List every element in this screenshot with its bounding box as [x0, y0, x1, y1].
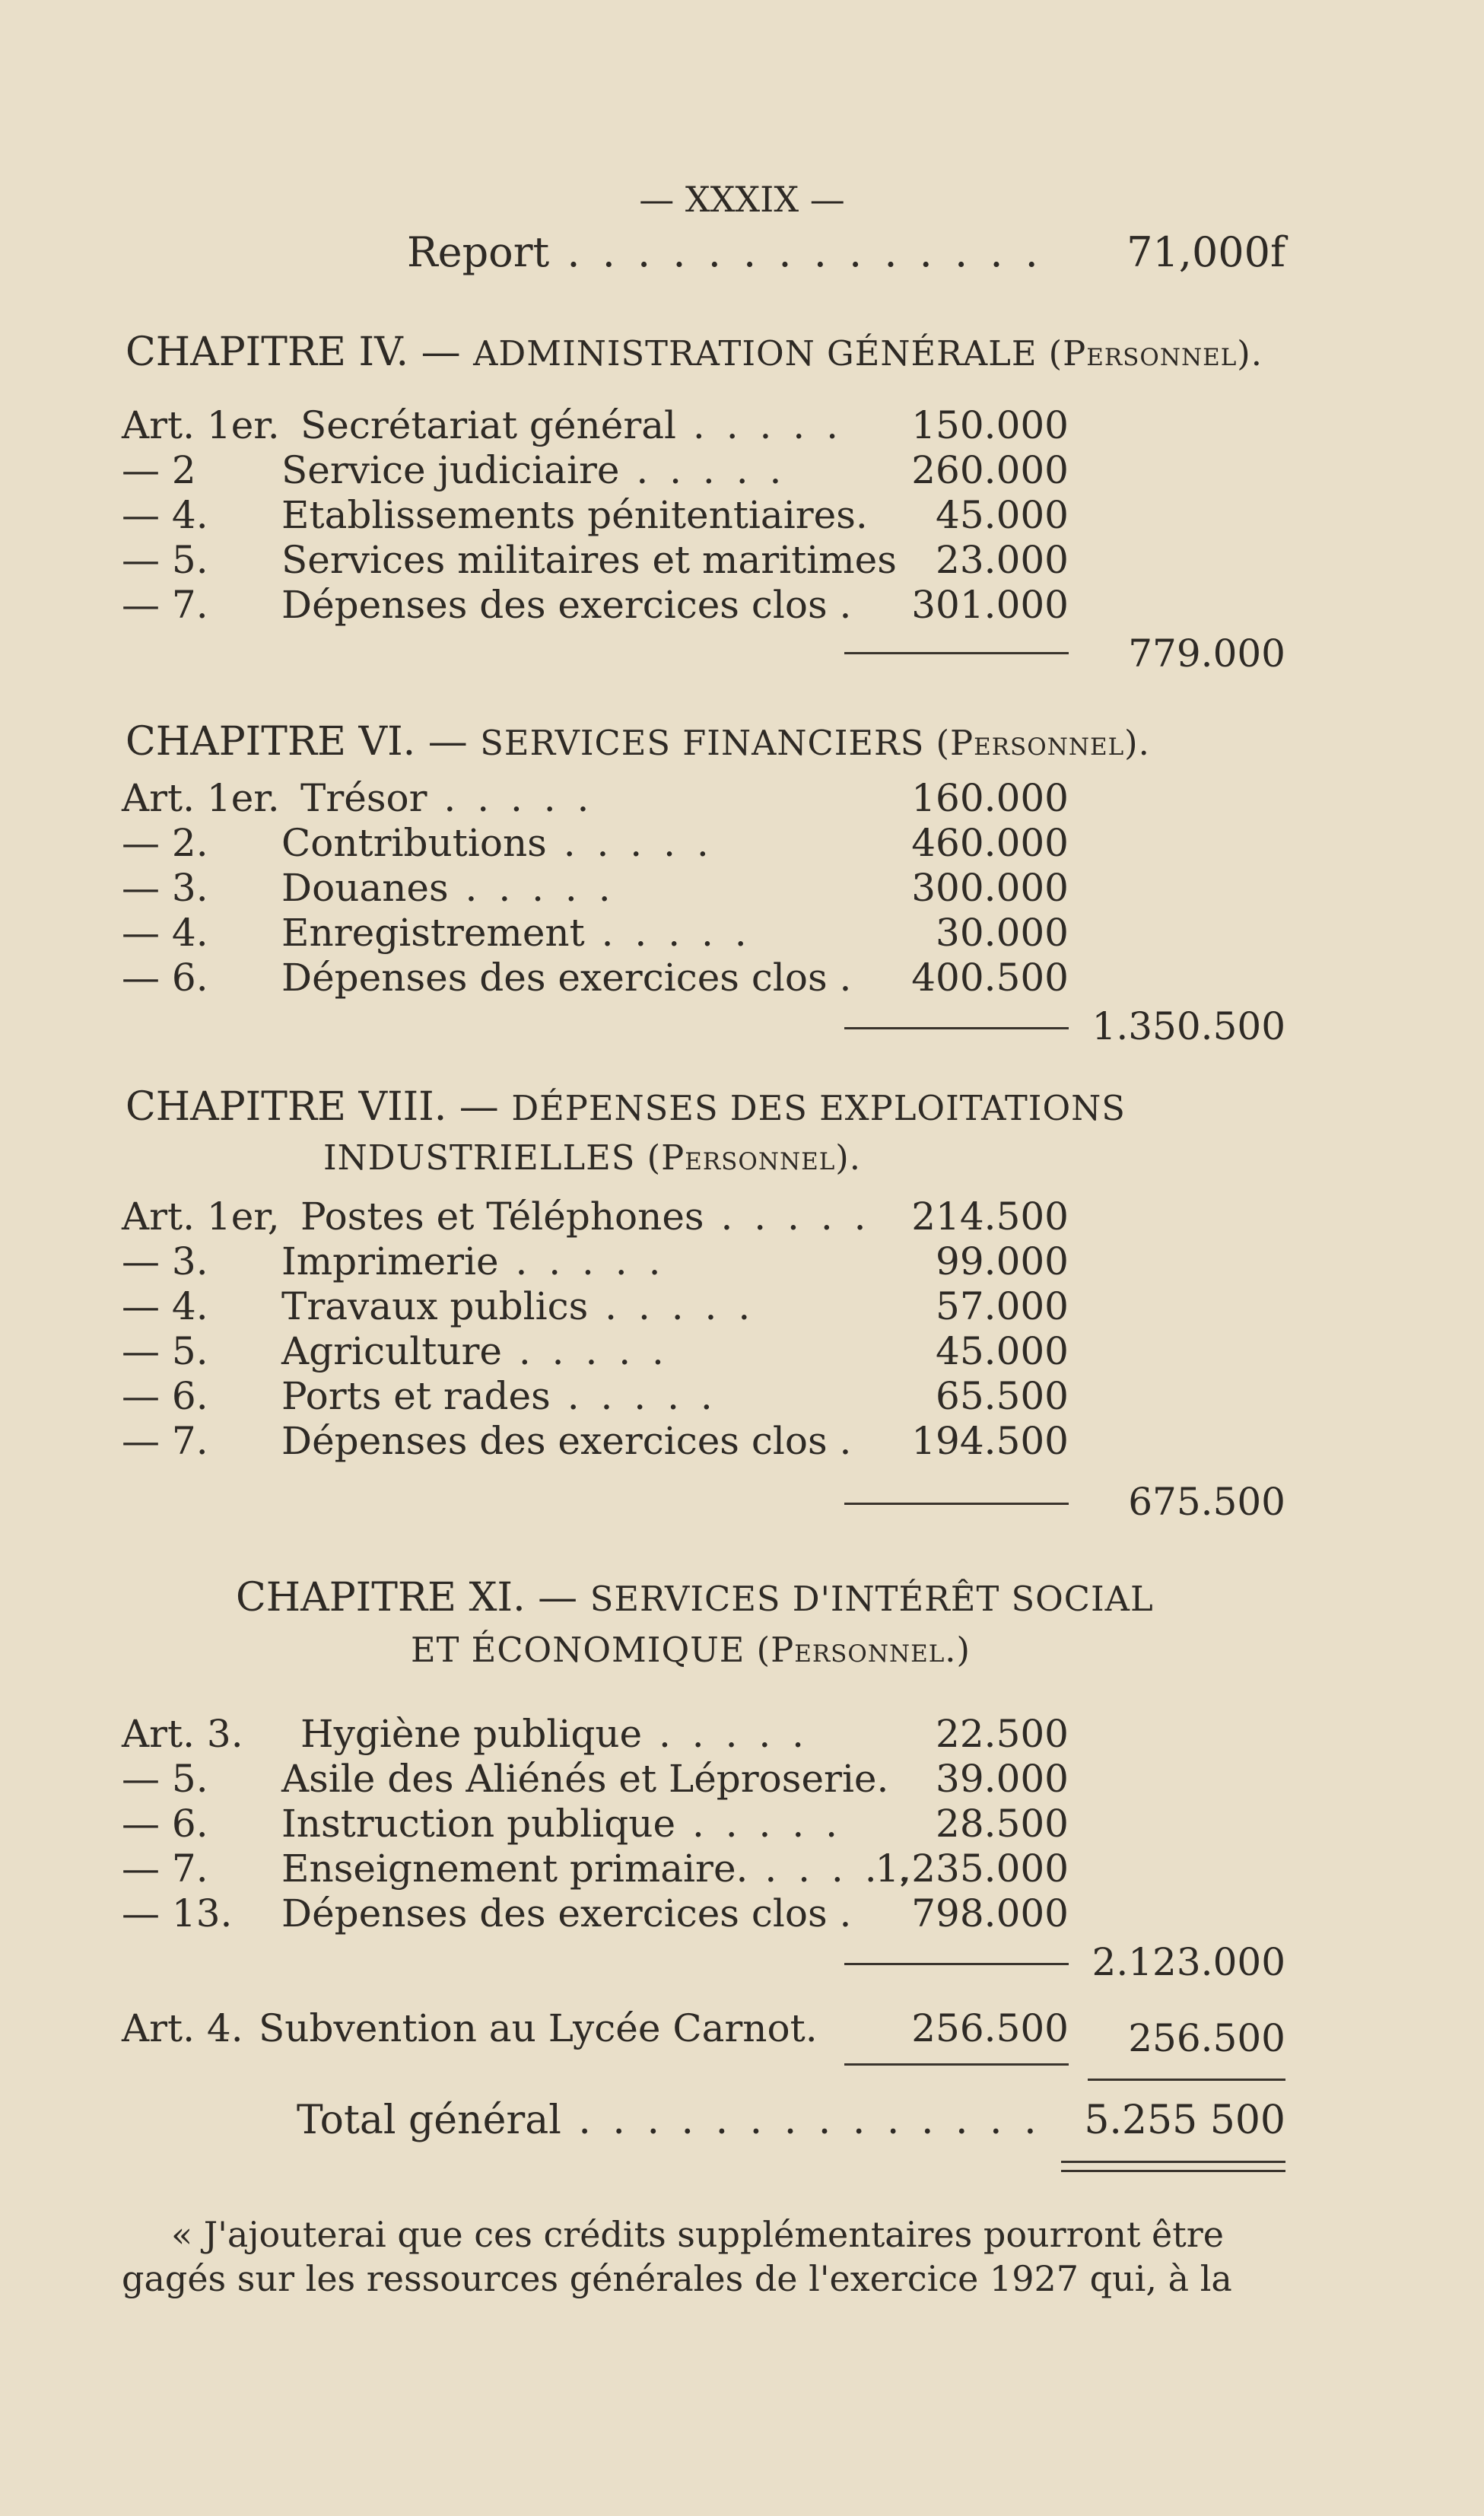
row-label	[281, 1419, 851, 1463]
chapter-6-title: CHAPITRE VI.	[126, 719, 416, 765]
leader-dots: . . . . .	[642, 1712, 809, 1756]
row-label-text: Hygiène publique	[300, 1712, 643, 1756]
leader-dots: . . . . .	[584, 911, 752, 955]
subvention-total: 256.500	[1128, 2016, 1285, 2060]
page-number: — XXXIX —	[639, 179, 845, 220]
row-value: 160.000	[911, 776, 1069, 820]
leader-dots: . . . . .	[550, 1374, 717, 1418]
subvention-rule-left	[844, 2063, 1069, 2066]
chapter-11-total: 2.123.000	[1092, 1940, 1285, 1984]
leader-dots: . . . . . . . . . . . . . .	[549, 228, 1043, 276]
row-article: — 6.	[122, 1374, 208, 1418]
row-label	[281, 448, 786, 492]
chapter-11-dash: —	[538, 1575, 578, 1621]
row-label	[281, 956, 851, 1000]
grand-total-value: 5.255 500	[1084, 2098, 1285, 2143]
row-article: — 2.	[122, 821, 208, 865]
row-value: 400.500	[911, 956, 1069, 1000]
row-value: 23.000	[936, 538, 1069, 582]
footer-line-1: « J'ajouterai que ces crédits supplémentaires pourront être	[171, 2214, 1224, 2255]
row-value: 65.500	[936, 1374, 1069, 1418]
row-label-text: Ports et rades	[281, 1374, 551, 1418]
leader-dots: . . . . .	[502, 1329, 669, 1373]
row-label-text: Postes et Téléphones	[300, 1194, 704, 1239]
grand-total-label	[297, 2098, 1041, 2143]
chapter-6-subtitle: SERVICES FINANCIERS (Personnel).	[480, 723, 1150, 763]
row-label-text: Douanes	[281, 866, 449, 910]
row-article: — 7.	[122, 583, 208, 627]
row-article: — 5.	[122, 1757, 208, 1801]
chapter-4-heading	[126, 329, 1263, 375]
row-label-text: Agriculture	[281, 1329, 502, 1373]
row-label-text: Dépenses des exercices clos .	[281, 956, 852, 1000]
row-article: Art. 1er.	[122, 403, 280, 447]
row-article: — 5.	[122, 538, 208, 582]
leader-dots: . . . . .	[588, 1284, 755, 1328]
chapter-8-subtitle2-text: INDUSTRIELLES (Personnel).	[323, 1137, 861, 1178]
row-value: 300.000	[911, 866, 1069, 910]
row-value: 301.000	[911, 583, 1069, 627]
row-label-text: Dépenses des exercices clos .	[281, 1419, 852, 1463]
row-article: — 7.	[122, 1419, 208, 1463]
grand-total-label-text: Total général	[297, 2098, 561, 2143]
row-value: 57.000	[936, 1284, 1069, 1328]
row-value: 99.000	[936, 1239, 1069, 1283]
row-value: 39.000	[936, 1757, 1069, 1801]
row-label	[281, 583, 851, 627]
leader-dots: . . . . .	[498, 1239, 666, 1283]
row-article: Art. 1er,	[122, 1194, 280, 1239]
row-article: — 5.	[122, 1329, 208, 1373]
row-value: 260.000	[911, 448, 1069, 492]
report-value: 71,000f	[1127, 228, 1285, 276]
row-label-text: Services militaires et maritimes	[281, 538, 897, 582]
row-article: — 3.	[122, 866, 208, 910]
chapter-11-heading	[236, 1575, 1154, 1621]
chapter-8-heading	[126, 1084, 1126, 1130]
chapter-8-rule	[844, 1503, 1069, 1505]
chapter-4-dash: —	[421, 329, 461, 375]
row-label-text: Service judiciaire	[281, 448, 620, 492]
row-label-text: Etablissements pénitentiaires.	[281, 493, 868, 537]
row-value: 194.500	[911, 1419, 1069, 1463]
subvention-rule-right	[1088, 2079, 1285, 2081]
row-label	[300, 1194, 871, 1239]
row-article: Art. 3.	[122, 1712, 243, 1756]
grand-total-rule-1	[1061, 2161, 1285, 2163]
row-article: — 6.	[122, 1802, 208, 1846]
row-label	[281, 1846, 914, 1891]
row-label-text: Trésor	[300, 776, 427, 820]
chapter-8-subtitle: DÉPENSES DES EXPLOITATIONS	[511, 1088, 1126, 1128]
chapter-4-title: CHAPITRE IV.	[126, 329, 409, 375]
row-label	[281, 1284, 755, 1328]
row-label	[281, 821, 713, 865]
chapter-8-title: CHAPITRE VIII.	[126, 1084, 447, 1130]
row-value: 45.000	[936, 493, 1069, 537]
row-label	[300, 776, 593, 820]
subvention-art: Art. 4.	[122, 2006, 243, 2050]
row-label-text: Imprimerie	[281, 1239, 499, 1283]
row-article: — 2	[122, 448, 196, 492]
leader-dots: . . . . .	[546, 821, 713, 865]
chapter-11-title: CHAPITRE XI.	[236, 1575, 526, 1621]
row-value: 45.000	[936, 1329, 1069, 1373]
chapter-6-rule	[844, 1027, 1069, 1029]
row-label-text: Secrétariat général	[300, 403, 677, 447]
row-label-text: Asile des Aliénés et Léproserie.	[281, 1757, 889, 1801]
row-value: 214.500	[911, 1194, 1069, 1239]
row-article: — 4.	[122, 911, 208, 955]
row-label	[281, 493, 868, 537]
row-label	[281, 1891, 851, 1936]
chapter-11-subtitle2	[411, 1626, 971, 1672]
row-label-text: Instruction publique	[281, 1802, 676, 1846]
row-label-text: Contributions	[281, 821, 547, 865]
row-article: — 6.	[122, 956, 208, 1000]
chapter-4-subtitle: ADMINISTRATION GÉNÉRALE (Personnel).	[473, 333, 1263, 374]
chapter-8-total: 675.500	[1128, 1480, 1285, 1524]
row-value: 30.000	[936, 911, 1069, 955]
row-label-text: Enseignement primaire.	[281, 1846, 748, 1891]
subvention-label: Subvention au Lycée Carnot.	[259, 2006, 818, 2050]
row-label	[281, 1374, 717, 1418]
subvention-value: 256.500	[911, 2006, 1069, 2050]
row-label	[300, 1712, 809, 1756]
row-article: — 3.	[122, 1239, 208, 1283]
row-value: 150.000	[911, 403, 1069, 447]
chapter-8-dash: —	[459, 1084, 499, 1130]
grand-total-rule-2	[1061, 2170, 1285, 2172]
row-label	[281, 911, 752, 955]
row-label	[300, 403, 843, 447]
chapter-11-rule	[844, 1963, 1069, 1965]
row-label	[281, 866, 615, 910]
row-article: — 4.	[122, 1284, 208, 1328]
footer-line-2: gagés sur les ressources générales de l'exercice 1927 qui, à la	[122, 2258, 1232, 2299]
report-label	[407, 228, 1043, 276]
chapter-11-subtitle2-text: ET ÉCONOMIQUE (Personnel.)	[411, 1630, 971, 1670]
row-article: — 4.	[122, 493, 208, 537]
row-label-text: Enregistrement	[281, 911, 585, 955]
row-label-text: Dépenses des exercices clos .	[281, 583, 852, 627]
row-label	[281, 538, 897, 582]
row-article: — 13.	[122, 1891, 233, 1936]
chapter-8-subtitle2	[323, 1134, 861, 1179]
chapter-4-rule	[844, 652, 1069, 654]
leader-dots: . . . . .	[427, 776, 594, 820]
chapter-6-total: 1.350.500	[1092, 1004, 1285, 1048]
row-value: 22.500	[936, 1712, 1069, 1756]
row-article: — 7.	[122, 1846, 208, 1891]
chapter-4-total: 779.000	[1128, 631, 1285, 676]
grand-total-dots: . . . . . . . . . . . . . .	[561, 2098, 1041, 2143]
row-label	[281, 1239, 665, 1283]
leader-dots: . . . . .	[676, 403, 843, 447]
chapter-6-heading	[126, 719, 1150, 765]
leader-dots: . . . . .	[704, 1194, 871, 1239]
leader-dots: . . . . .	[448, 866, 615, 910]
row-label-text: Dépenses des exercices clos .	[281, 1891, 852, 1936]
row-label	[281, 1802, 842, 1846]
chapter-11-subtitle: SERVICES D'INTÉRÊT SOCIAL	[589, 1579, 1154, 1619]
leader-dots: . . . . .	[619, 448, 786, 492]
row-label-text: Travaux publics	[281, 1284, 589, 1328]
row-value: 460.000	[911, 821, 1069, 865]
row-label	[281, 1757, 888, 1801]
report-label-text: Report	[407, 228, 550, 276]
row-value: 1,235.000	[875, 1846, 1069, 1891]
row-article: Art. 1er.	[122, 776, 280, 820]
row-value: 798.000	[911, 1891, 1069, 1936]
leader-dots: . . . . .	[748, 1846, 915, 1891]
leader-dots: . . . . .	[675, 1802, 843, 1846]
row-label	[281, 1329, 669, 1373]
row-value: 28.500	[936, 1802, 1069, 1846]
chapter-6-dash: —	[427, 719, 468, 765]
